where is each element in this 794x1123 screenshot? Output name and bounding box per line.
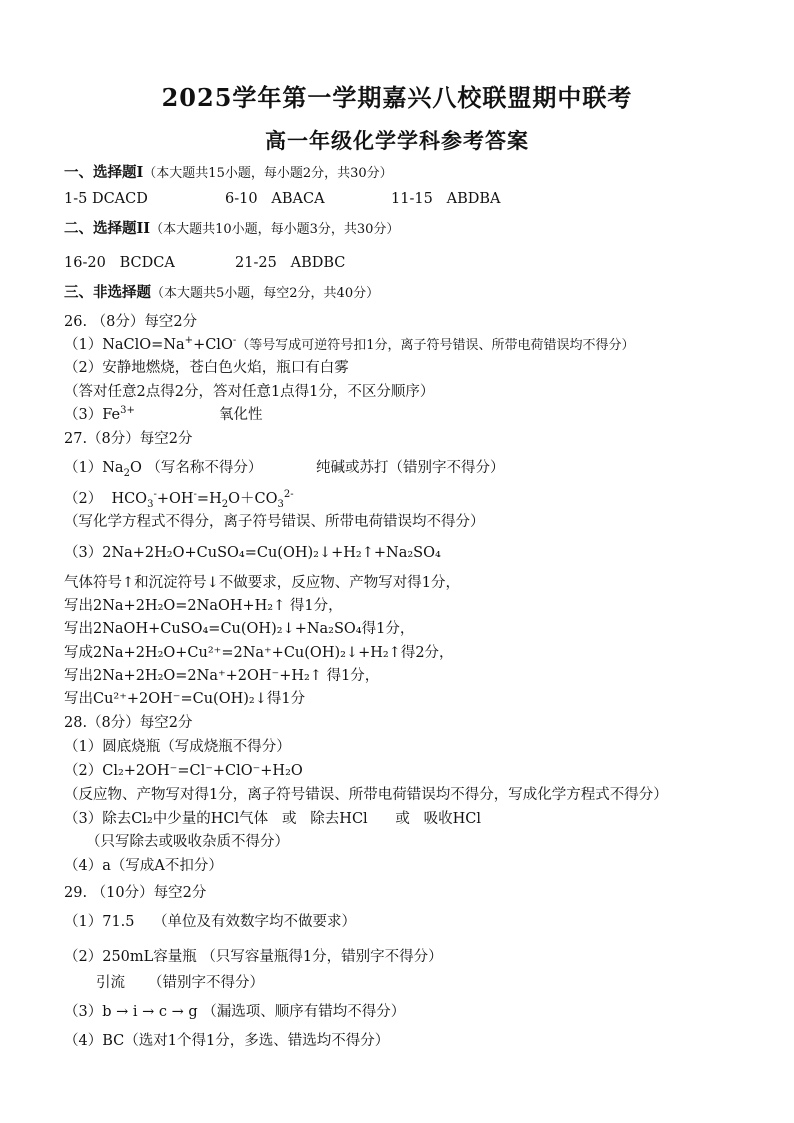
q27-answer-3: （3）2Na+2H₂O+CuSO₄=Cu(OH)₂↓+H₂↑+Na₂SO₄ bbox=[64, 545, 441, 561]
q26-1-note: （等号写成可逆符号扣1分，离子符号错误、所带电荷错误均不得分） bbox=[236, 338, 635, 353]
q29-answer-4: （4）BC（选对1个得1分，多选、错选均不得分） bbox=[64, 1033, 390, 1049]
q26-1-a: （1）NaClO=Na bbox=[64, 337, 185, 353]
q26-answer-1: （1）NaClO=Na++ClO-（等号写成可逆符号扣1分，离子符号错误、所带电荷错误均不得分） bbox=[64, 335, 635, 353]
section-3-note: （本大题共5小题，每空2分，共40分） bbox=[151, 286, 380, 301]
q29-answer-2: （2）250mL容量瓶 （只写容量瓶得1分，错别字不得分） bbox=[64, 949, 443, 965]
q28-answer-3: （3）除去Cl₂中少量的HCl气体 或 除去HCl 或 吸收HCl bbox=[64, 811, 482, 827]
q26-heading: 26. （8分）每空2分 bbox=[64, 314, 198, 330]
q27-scoring-3: 写出2NaOH+CuSO₄=Cu(OH)₂↓+Na₂SO₄得1分， bbox=[64, 621, 415, 637]
section-1-heading bbox=[64, 163, 393, 184]
q27-1-b: O （写名称不得分） bbox=[129, 460, 263, 476]
q27-scoring-5: 写出2Na+2H₂O=2Na⁺+2OH⁻+H₂↑ 得1分， bbox=[64, 668, 380, 684]
section-2-note: （本大题共10小题，每小题3分，共30分） bbox=[150, 222, 400, 237]
answers-21-25: 21-25 ABDBC bbox=[235, 255, 346, 271]
section-1-title: 一、选择题I bbox=[64, 164, 144, 181]
q29-answer-2b: 引流 （错别字不得分） bbox=[96, 975, 265, 991]
q27-1-c: 纯碱或苏打（错别字不得分） bbox=[316, 460, 505, 476]
q29-heading: 29. （10分）每空2分 bbox=[64, 885, 207, 901]
q27-heading: 27.（8分）每空2分 bbox=[64, 431, 193, 447]
section-1-answers bbox=[64, 189, 501, 209]
q27-2-c: =H bbox=[196, 491, 222, 507]
q29-answer-1: （1）71.5 （单位及有效数字均不做要求） bbox=[64, 914, 356, 930]
q26-answer-2-note: （答对任意2点得2分，答对任意1点得1分，不区分顺序） bbox=[64, 384, 435, 400]
q26-answer-2: （2）安静地燃烧，苍白色火焰，瓶口有白雾 bbox=[64, 360, 349, 376]
q27-scoring-6: 写出Cu²⁺+2OH⁻=Cu(OH)₂↓得1分 bbox=[64, 691, 306, 707]
answers-16-20: 16-20 BCDCA bbox=[64, 255, 175, 271]
q27-answer-2: （2） $HCO_3^-+OH^-=H_2O+CO_3^{2-}$ bbox=[64, 489, 294, 510]
answers-11-15: 11-15 ABDBA bbox=[391, 191, 501, 207]
q27-1-a: （1）Na bbox=[64, 460, 124, 476]
q27-scoring-1: 气体符号↑和沉淀符号↓不做要求，反应物、产物写对得1分， bbox=[64, 575, 461, 591]
page-subtitle: 高一年级化学学科参考答案 bbox=[265, 128, 529, 153]
q26-answer-3: $(3)Fe^{3+}$ 氧化性 bbox=[64, 405, 263, 423]
section-2-title: 二、选择题II bbox=[64, 220, 151, 237]
section-3-heading bbox=[64, 283, 379, 304]
q28-answer-2-note: （反应物、产物写对得1分，离子符号错误、所带电荷错误均不得分，写成化学方程式不得分） bbox=[64, 787, 668, 803]
q27-2-d: O＋CO bbox=[228, 491, 278, 507]
page-title: 2025学年第一学期嘉兴八校联盟期中联考 bbox=[161, 83, 633, 112]
q28-answer-2: （2）Cl₂+2OH⁻=Cl⁻+ClO⁻+H₂O bbox=[64, 763, 303, 779]
q27-answer-2-note: （写化学方程式不得分，离子符号错误、所带电荷错误均不得分） bbox=[64, 514, 485, 530]
q27-scoring-2: 写出2Na+2H₂O=2NaOH+H₂↑ 得1分， bbox=[64, 598, 343, 614]
section-2-heading bbox=[64, 219, 399, 240]
q28-answer-4: （4）a（写成A不扣分） bbox=[64, 858, 223, 874]
section-1-note: （本大题共15小题，每小题2分，共30分） bbox=[143, 166, 393, 181]
q28-answer-1: （1）圆底烧瓶（写成烧瓶不得分） bbox=[64, 739, 291, 755]
q28-heading: 28.（8分）每空2分 bbox=[64, 715, 193, 731]
q29-answer-3: （3）b → i → c → g （漏选项、顺序有错均不得分） bbox=[64, 1004, 406, 1020]
section-3-title: 三、非选择题 bbox=[64, 284, 151, 301]
q26-3-a: （3）Fe bbox=[64, 407, 121, 423]
q26-3-b: 氧化性 bbox=[219, 407, 263, 423]
q27-2-a: （2） HCO bbox=[64, 491, 148, 507]
q26-1-b: +ClO bbox=[193, 337, 233, 353]
section-2-answers bbox=[64, 253, 346, 273]
q27-2-b: +OH bbox=[156, 491, 194, 507]
q28-answer-3-note: （只写除去或吸收杂质不得分） bbox=[86, 834, 289, 850]
answers-6-10: 6-10 ABACA bbox=[225, 191, 325, 207]
answers-1-5: 1-5 DCACD bbox=[64, 191, 148, 207]
q27-scoring-4: 写成2Na+2H₂O+Cu²⁺=2Na⁺+Cu(OH)₂↓+H₂↑得2分， bbox=[64, 645, 454, 661]
q27-answer-1: $(1)Na_2O$ （写名称不得分） 纯碱或苏打（错别字不得分） bbox=[64, 460, 505, 479]
